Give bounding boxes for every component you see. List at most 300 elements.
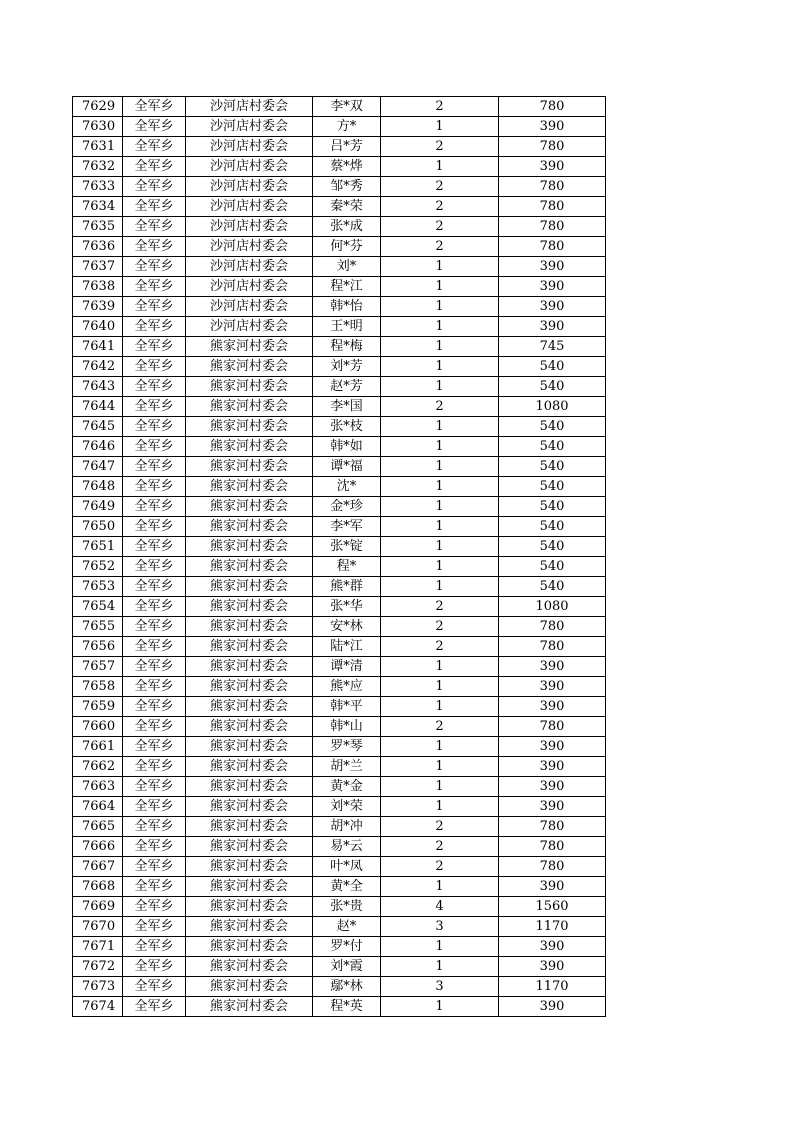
amount-cell: 390: [499, 877, 606, 897]
table-row: [73, 797, 606, 817]
village-committee-cell: 熊家河村委会: [186, 517, 313, 537]
village-committee-cell: 熊家河村委会: [186, 337, 313, 357]
township-cell: 全军乡: [123, 297, 186, 317]
township-cell: 全军乡: [123, 577, 186, 597]
township-cell: 全军乡: [123, 817, 186, 837]
name-cell: 熊*群: [313, 577, 381, 597]
name-cell: 赵*芳: [313, 377, 381, 397]
amount-cell: 390: [499, 777, 606, 797]
name-cell: 韩*山: [313, 717, 381, 737]
household-size-cell: 1: [381, 697, 499, 717]
village-committee-cell: 熊家河村委会: [186, 997, 313, 1017]
township-cell: 全军乡: [123, 177, 186, 197]
amount-cell: 540: [499, 477, 606, 497]
township-cell: 全军乡: [123, 877, 186, 897]
table-row: [73, 737, 606, 757]
township-cell: 全军乡: [123, 417, 186, 437]
record-number-cell: 7652: [73, 557, 123, 577]
household-size-cell: 1: [381, 117, 499, 137]
township-cell: 全军乡: [123, 897, 186, 917]
name-cell: 韩*如: [313, 437, 381, 457]
village-committee-cell: 熊家河村委会: [186, 917, 313, 937]
name-cell: 赵*: [313, 917, 381, 937]
village-committee-cell: 熊家河村委会: [186, 617, 313, 637]
record-number-cell: 7637: [73, 257, 123, 277]
amount-cell: 540: [499, 457, 606, 477]
township-cell: 全军乡: [123, 517, 186, 537]
township-cell: 全军乡: [123, 477, 186, 497]
record-number-cell: 7656: [73, 637, 123, 657]
household-size-cell: 2: [381, 177, 499, 197]
amount-cell: 390: [499, 757, 606, 777]
household-size-cell: 1: [381, 957, 499, 977]
record-number-cell: 7664: [73, 797, 123, 817]
name-cell: 谭*福: [313, 457, 381, 477]
household-size-cell: 1: [381, 457, 499, 477]
household-size-cell: 1: [381, 337, 499, 357]
village-committee-cell: 熊家河村委会: [186, 697, 313, 717]
township-cell: 全军乡: [123, 537, 186, 557]
household-size-cell: 1: [381, 777, 499, 797]
amount-cell: 390: [499, 297, 606, 317]
amount-cell: 780: [499, 857, 606, 877]
village-committee-cell: 熊家河村委会: [186, 937, 313, 957]
village-committee-cell: 熊家河村委会: [186, 637, 313, 657]
amount-cell: 780: [499, 637, 606, 657]
table-row: [73, 897, 606, 917]
village-committee-cell: 熊家河村委会: [186, 777, 313, 797]
table-row: [73, 537, 606, 557]
household-size-cell: 1: [381, 257, 499, 277]
village-committee-cell: 熊家河村委会: [186, 717, 313, 737]
table-row: [73, 377, 606, 397]
amount-cell: 780: [499, 137, 606, 157]
name-cell: 刘*: [313, 257, 381, 277]
village-committee-cell: 沙河店村委会: [186, 217, 313, 237]
village-committee-cell: 熊家河村委会: [186, 817, 313, 837]
village-committee-cell: 熊家河村委会: [186, 657, 313, 677]
record-number-cell: 7672: [73, 957, 123, 977]
record-number-cell: 7634: [73, 197, 123, 217]
name-cell: 陆*江: [313, 637, 381, 657]
table-row: [73, 357, 606, 377]
name-cell: 韩*平: [313, 697, 381, 717]
table-row: [73, 297, 606, 317]
name-cell: 罗*琴: [313, 737, 381, 757]
amount-cell: 540: [499, 557, 606, 577]
township-cell: 全军乡: [123, 257, 186, 277]
household-size-cell: 2: [381, 217, 499, 237]
village-committee-cell: 熊家河村委会: [186, 797, 313, 817]
record-number-cell: 7639: [73, 297, 123, 317]
name-cell: 黄*金: [313, 777, 381, 797]
name-cell: 罗*付: [313, 937, 381, 957]
name-cell: 刘*霞: [313, 957, 381, 977]
amount-cell: 745: [499, 337, 606, 357]
record-number-cell: 7662: [73, 757, 123, 777]
table-row: [73, 217, 606, 237]
household-size-cell: 1: [381, 557, 499, 577]
record-number-cell: 7657: [73, 657, 123, 677]
record-number-cell: 7655: [73, 617, 123, 637]
name-cell: 韩*怡: [313, 297, 381, 317]
record-number-cell: 7658: [73, 677, 123, 697]
table-row: [73, 677, 606, 697]
amount-cell: 390: [499, 957, 606, 977]
village-committee-cell: 熊家河村委会: [186, 737, 313, 757]
amount-cell: 540: [499, 357, 606, 377]
household-size-cell: 1: [381, 677, 499, 697]
record-number-cell: 7660: [73, 717, 123, 737]
township-cell: 全军乡: [123, 857, 186, 877]
table-row: [73, 317, 606, 337]
household-size-cell: 2: [381, 837, 499, 857]
table-row: [73, 717, 606, 737]
township-cell: 全军乡: [123, 197, 186, 217]
village-committee-cell: 沙河店村委会: [186, 257, 313, 277]
table-row: [73, 697, 606, 717]
name-cell: 王*明: [313, 317, 381, 337]
table-row: [73, 277, 606, 297]
record-number-cell: 7642: [73, 357, 123, 377]
name-cell: 蔡*烨: [313, 157, 381, 177]
village-committee-cell: 熊家河村委会: [186, 977, 313, 997]
table-row: [73, 977, 606, 997]
township-cell: 全军乡: [123, 997, 186, 1017]
table-row: [73, 657, 606, 677]
name-cell: 吕*芳: [313, 137, 381, 157]
table-row: [73, 837, 606, 857]
name-cell: 安*林: [313, 617, 381, 637]
amount-cell: 390: [499, 157, 606, 177]
village-committee-cell: 熊家河村委会: [186, 577, 313, 597]
household-size-cell: 1: [381, 877, 499, 897]
table-row: [73, 617, 606, 637]
record-number-cell: 7632: [73, 157, 123, 177]
village-committee-cell: 熊家河村委会: [186, 897, 313, 917]
amount-cell: 540: [499, 497, 606, 517]
amount-cell: 390: [499, 937, 606, 957]
amount-cell: 540: [499, 377, 606, 397]
amount-cell: 1560: [499, 897, 606, 917]
household-size-cell: 1: [381, 277, 499, 297]
township-cell: 全军乡: [123, 737, 186, 757]
household-size-cell: 1: [381, 997, 499, 1017]
household-size-cell: 1: [381, 937, 499, 957]
amount-cell: 780: [499, 817, 606, 837]
table-row: [73, 857, 606, 877]
record-number-cell: 7636: [73, 237, 123, 257]
village-committee-cell: 熊家河村委会: [186, 457, 313, 477]
village-committee-cell: 熊家河村委会: [186, 677, 313, 697]
village-committee-cell: 沙河店村委会: [186, 157, 313, 177]
name-cell: 叶*凤: [313, 857, 381, 877]
record-number-cell: 7661: [73, 737, 123, 757]
record-number-cell: 7644: [73, 397, 123, 417]
amount-cell: 780: [499, 97, 606, 117]
household-size-cell: 2: [381, 197, 499, 217]
household-size-cell: 2: [381, 597, 499, 617]
record-number-cell: 7668: [73, 877, 123, 897]
record-number-cell: 7670: [73, 917, 123, 937]
table-row: [73, 157, 606, 177]
amount-cell: 780: [499, 617, 606, 637]
household-size-cell: 2: [381, 817, 499, 837]
township-cell: 全军乡: [123, 757, 186, 777]
household-size-cell: 2: [381, 637, 499, 657]
table-row: [73, 337, 606, 357]
record-number-cell: 7645: [73, 417, 123, 437]
record-number-cell: 7646: [73, 437, 123, 457]
table-row: [73, 637, 606, 657]
household-size-cell: 1: [381, 657, 499, 677]
record-number-cell: 7673: [73, 977, 123, 997]
household-size-cell: 1: [381, 577, 499, 597]
record-number-cell: 7674: [73, 997, 123, 1017]
township-cell: 全军乡: [123, 457, 186, 477]
township-cell: 全军乡: [123, 337, 186, 357]
amount-cell: 1080: [499, 597, 606, 617]
name-cell: 程*梅: [313, 337, 381, 357]
name-cell: 李*军: [313, 517, 381, 537]
name-cell: 邹*秀: [313, 177, 381, 197]
record-number-cell: 7640: [73, 317, 123, 337]
household-size-cell: 2: [381, 717, 499, 737]
household-size-cell: 3: [381, 977, 499, 997]
table-row: [73, 437, 606, 457]
name-cell: 张*枝: [313, 417, 381, 437]
township-cell: 全军乡: [123, 377, 186, 397]
record-number-cell: 7633: [73, 177, 123, 197]
village-committee-cell: 沙河店村委会: [186, 297, 313, 317]
record-number-cell: 7659: [73, 697, 123, 717]
village-committee-cell: 熊家河村委会: [186, 857, 313, 877]
household-size-cell: 1: [381, 537, 499, 557]
village-committee-cell: 熊家河村委会: [186, 877, 313, 897]
record-number-cell: 7653: [73, 577, 123, 597]
table-row: [73, 957, 606, 977]
name-cell: 张*贵: [313, 897, 381, 917]
table-row: [73, 557, 606, 577]
township-cell: 全军乡: [123, 917, 186, 937]
table-row: [73, 757, 606, 777]
data-table: [72, 96, 606, 1017]
amount-cell: 390: [499, 677, 606, 697]
record-number-cell: 7648: [73, 477, 123, 497]
record-number-cell: 7649: [73, 497, 123, 517]
household-size-cell: 1: [381, 737, 499, 757]
amount-cell: 390: [499, 697, 606, 717]
township-cell: 全军乡: [123, 677, 186, 697]
table-row: [73, 777, 606, 797]
record-number-cell: 7665: [73, 817, 123, 837]
township-cell: 全军乡: [123, 797, 186, 817]
record-number-cell: 7631: [73, 137, 123, 157]
table-row: [73, 917, 606, 937]
table-row: [73, 497, 606, 517]
table-row: [73, 597, 606, 617]
village-committee-cell: 沙河店村委会: [186, 117, 313, 137]
table-body: [73, 97, 606, 1017]
village-committee-cell: 熊家河村委会: [186, 477, 313, 497]
name-cell: 刘*芳: [313, 357, 381, 377]
household-size-cell: 3: [381, 917, 499, 937]
household-size-cell: 2: [381, 397, 499, 417]
name-cell: 秦*荣: [313, 197, 381, 217]
township-cell: 全军乡: [123, 137, 186, 157]
name-cell: 何*芬: [313, 237, 381, 257]
township-cell: 全军乡: [123, 657, 186, 677]
household-size-cell: 1: [381, 517, 499, 537]
table-row: [73, 817, 606, 837]
name-cell: 李*国: [313, 397, 381, 417]
record-number-cell: 7647: [73, 457, 123, 477]
record-number-cell: 7651: [73, 537, 123, 557]
table-row: [73, 417, 606, 437]
name-cell: 鄢*林: [313, 977, 381, 997]
township-cell: 全军乡: [123, 497, 186, 517]
name-cell: 刘*荣: [313, 797, 381, 817]
name-cell: 黄*全: [313, 877, 381, 897]
village-committee-cell: 熊家河村委会: [186, 537, 313, 557]
amount-cell: 540: [499, 577, 606, 597]
household-size-cell: 1: [381, 757, 499, 777]
village-committee-cell: 沙河店村委会: [186, 317, 313, 337]
amount-cell: 390: [499, 797, 606, 817]
record-number-cell: 7663: [73, 777, 123, 797]
amount-cell: 780: [499, 217, 606, 237]
amount-cell: 780: [499, 837, 606, 857]
household-size-cell: 1: [381, 377, 499, 397]
township-cell: 全军乡: [123, 937, 186, 957]
table-row: [73, 97, 606, 117]
amount-cell: 390: [499, 317, 606, 337]
township-cell: 全军乡: [123, 977, 186, 997]
township-cell: 全军乡: [123, 697, 186, 717]
table-row: [73, 197, 606, 217]
table-row: [73, 257, 606, 277]
amount-cell: 1170: [499, 917, 606, 937]
record-number-cell: 7671: [73, 937, 123, 957]
amount-cell: 780: [499, 717, 606, 737]
village-committee-cell: 熊家河村委会: [186, 397, 313, 417]
township-cell: 全军乡: [123, 157, 186, 177]
name-cell: 张*锭: [313, 537, 381, 557]
township-cell: 全军乡: [123, 837, 186, 857]
township-cell: 全军乡: [123, 277, 186, 297]
township-cell: 全军乡: [123, 357, 186, 377]
record-number-cell: 7666: [73, 837, 123, 857]
household-size-cell: 4: [381, 897, 499, 917]
household-size-cell: 1: [381, 357, 499, 377]
village-committee-cell: 熊家河村委会: [186, 837, 313, 857]
record-number-cell: 7635: [73, 217, 123, 237]
township-cell: 全军乡: [123, 237, 186, 257]
village-committee-cell: 沙河店村委会: [186, 97, 313, 117]
table-row: [73, 137, 606, 157]
amount-cell: 780: [499, 237, 606, 257]
township-cell: 全军乡: [123, 217, 186, 237]
table-row: [73, 577, 606, 597]
village-committee-cell: 熊家河村委会: [186, 757, 313, 777]
household-size-cell: 1: [381, 497, 499, 517]
name-cell: 程*江: [313, 277, 381, 297]
village-committee-cell: 沙河店村委会: [186, 137, 313, 157]
household-size-cell: 1: [381, 437, 499, 457]
village-committee-cell: 沙河店村委会: [186, 177, 313, 197]
household-size-cell: 1: [381, 157, 499, 177]
table-row: [73, 937, 606, 957]
table-row: [73, 997, 606, 1017]
township-cell: 全军乡: [123, 957, 186, 977]
amount-cell: 780: [499, 197, 606, 217]
name-cell: 程*: [313, 557, 381, 577]
household-size-cell: 1: [381, 317, 499, 337]
name-cell: 熊*应: [313, 677, 381, 697]
household-size-cell: 1: [381, 297, 499, 317]
name-cell: 胡*兰: [313, 757, 381, 777]
table-row: [73, 397, 606, 417]
record-number-cell: 7641: [73, 337, 123, 357]
record-number-cell: 7654: [73, 597, 123, 617]
village-committee-cell: 熊家河村委会: [186, 377, 313, 397]
amount-cell: 780: [499, 177, 606, 197]
township-cell: 全军乡: [123, 397, 186, 417]
village-committee-cell: 熊家河村委会: [186, 417, 313, 437]
township-cell: 全军乡: [123, 557, 186, 577]
table-row: [73, 517, 606, 537]
village-committee-cell: 沙河店村委会: [186, 197, 313, 217]
township-cell: 全军乡: [123, 97, 186, 117]
household-size-cell: 2: [381, 617, 499, 637]
township-cell: 全军乡: [123, 117, 186, 137]
amount-cell: 540: [499, 417, 606, 437]
amount-cell: 540: [499, 517, 606, 537]
village-committee-cell: 熊家河村委会: [186, 557, 313, 577]
name-cell: 沈*: [313, 477, 381, 497]
name-cell: 金*珍: [313, 497, 381, 517]
record-number-cell: 7643: [73, 377, 123, 397]
village-committee-cell: 熊家河村委会: [186, 597, 313, 617]
record-number-cell: 7630: [73, 117, 123, 137]
table-row: [73, 877, 606, 897]
table-row: [73, 477, 606, 497]
table-row: [73, 117, 606, 137]
table-row: [73, 177, 606, 197]
township-cell: 全军乡: [123, 637, 186, 657]
township-cell: 全军乡: [123, 777, 186, 797]
amount-cell: 1170: [499, 977, 606, 997]
amount-cell: 540: [499, 437, 606, 457]
name-cell: 程*英: [313, 997, 381, 1017]
village-committee-cell: 沙河店村委会: [186, 237, 313, 257]
record-number-cell: 7667: [73, 857, 123, 877]
village-committee-cell: 沙河店村委会: [186, 277, 313, 297]
village-committee-cell: 熊家河村委会: [186, 957, 313, 977]
household-size-cell: 2: [381, 137, 499, 157]
name-cell: 张*成: [313, 217, 381, 237]
amount-cell: 540: [499, 537, 606, 557]
amount-cell: 390: [499, 117, 606, 137]
village-committee-cell: 熊家河村委会: [186, 437, 313, 457]
village-committee-cell: 熊家河村委会: [186, 497, 313, 517]
township-cell: 全军乡: [123, 717, 186, 737]
household-size-cell: 1: [381, 417, 499, 437]
name-cell: 张*华: [313, 597, 381, 617]
township-cell: 全军乡: [123, 617, 186, 637]
amount-cell: 390: [499, 257, 606, 277]
table-row: [73, 237, 606, 257]
